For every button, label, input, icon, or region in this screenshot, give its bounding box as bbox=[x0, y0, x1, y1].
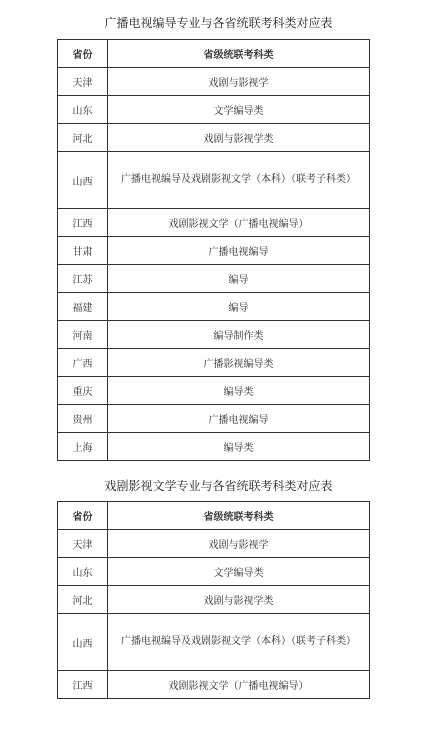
category-cell: 编导类 bbox=[108, 377, 370, 405]
table-row bbox=[58, 433, 370, 461]
province-cell: 江西 bbox=[58, 209, 108, 237]
province-cell: 河南 bbox=[58, 321, 108, 349]
table-row bbox=[58, 377, 370, 405]
category-cell: 编导制作类 bbox=[108, 321, 370, 349]
province-cell: 河北 bbox=[58, 124, 108, 152]
category-cell: 编导类 bbox=[108, 433, 370, 461]
table-row bbox=[58, 671, 370, 699]
category-cell: 戏剧影视文学（广播电视编导） bbox=[108, 209, 370, 237]
category-cell: 编导 bbox=[108, 293, 370, 321]
table-row bbox=[58, 96, 370, 124]
category-cell: 戏剧与影视学类 bbox=[108, 124, 370, 152]
province-cell: 山东 bbox=[58, 558, 108, 586]
province-cell: 山西 bbox=[58, 614, 108, 671]
table-row bbox=[58, 68, 370, 96]
province-column-header: 省份 bbox=[58, 40, 108, 68]
province-cell: 河北 bbox=[58, 586, 108, 614]
table-title-drama-film-literature: 戏剧影视文学专业与各省统联考科类对应表 bbox=[104, 479, 333, 493]
category-cell: 戏剧影视文学（广播电视编导） bbox=[108, 671, 370, 699]
province-cell: 广西 bbox=[58, 349, 108, 377]
table-row bbox=[58, 349, 370, 377]
province-cell: 天津 bbox=[58, 530, 108, 558]
category-column-header: 省级统联考科类 bbox=[108, 40, 370, 68]
province-cell: 江西 bbox=[58, 671, 108, 699]
province-cell: 山西 bbox=[58, 152, 108, 209]
category-cell: 文学编导类 bbox=[108, 96, 370, 124]
table-row bbox=[58, 586, 370, 614]
table-row bbox=[58, 265, 370, 293]
province-cell: 甘肃 bbox=[58, 237, 108, 265]
province-cell: 江苏 bbox=[58, 265, 108, 293]
province-cell: 上海 bbox=[58, 433, 108, 461]
table-row bbox=[58, 124, 370, 152]
table-header-row bbox=[58, 40, 370, 68]
table-row bbox=[58, 405, 370, 433]
category-cell: 广播电视编导 bbox=[108, 405, 370, 433]
category-cell: 广播影视编导类 bbox=[108, 349, 370, 377]
drama-film-literature-mapping-table bbox=[57, 501, 370, 699]
table-title-broadcast-directing: 广播电视编导专业与各省统联考科类对应表 bbox=[104, 16, 333, 30]
category-cell: 广播电视编导及戏剧影视文学（本科）（联考子科类） bbox=[108, 152, 370, 209]
province-cell: 天津 bbox=[58, 68, 108, 96]
province-cell: 贵州 bbox=[58, 405, 108, 433]
table-row bbox=[58, 152, 370, 209]
category-cell: 文学编导类 bbox=[108, 558, 370, 586]
province-cell: 福建 bbox=[58, 293, 108, 321]
category-cell: 戏剧与影视学 bbox=[108, 68, 370, 96]
table-row bbox=[58, 558, 370, 586]
table-row bbox=[58, 614, 370, 671]
category-cell: 广播电视编导 bbox=[108, 237, 370, 265]
table-header-row bbox=[58, 502, 370, 530]
category-cell: 戏剧与影视学类 bbox=[108, 586, 370, 614]
province-column-header: 省份 bbox=[58, 502, 108, 530]
broadcast-directing-mapping-table bbox=[57, 39, 370, 461]
category-cell: 编导 bbox=[108, 265, 370, 293]
table-row bbox=[58, 293, 370, 321]
category-column-header: 省级统联考科类 bbox=[108, 502, 370, 530]
province-cell: 山东 bbox=[58, 96, 108, 124]
category-cell: 广播电视编导及戏剧影视文学（本科）（联考子科类） bbox=[108, 614, 370, 671]
category-cell: 戏剧与影视学 bbox=[108, 530, 370, 558]
table-row bbox=[58, 237, 370, 265]
table-row bbox=[58, 209, 370, 237]
table-row bbox=[58, 530, 370, 558]
table-row bbox=[58, 321, 370, 349]
province-cell: 重庆 bbox=[58, 377, 108, 405]
